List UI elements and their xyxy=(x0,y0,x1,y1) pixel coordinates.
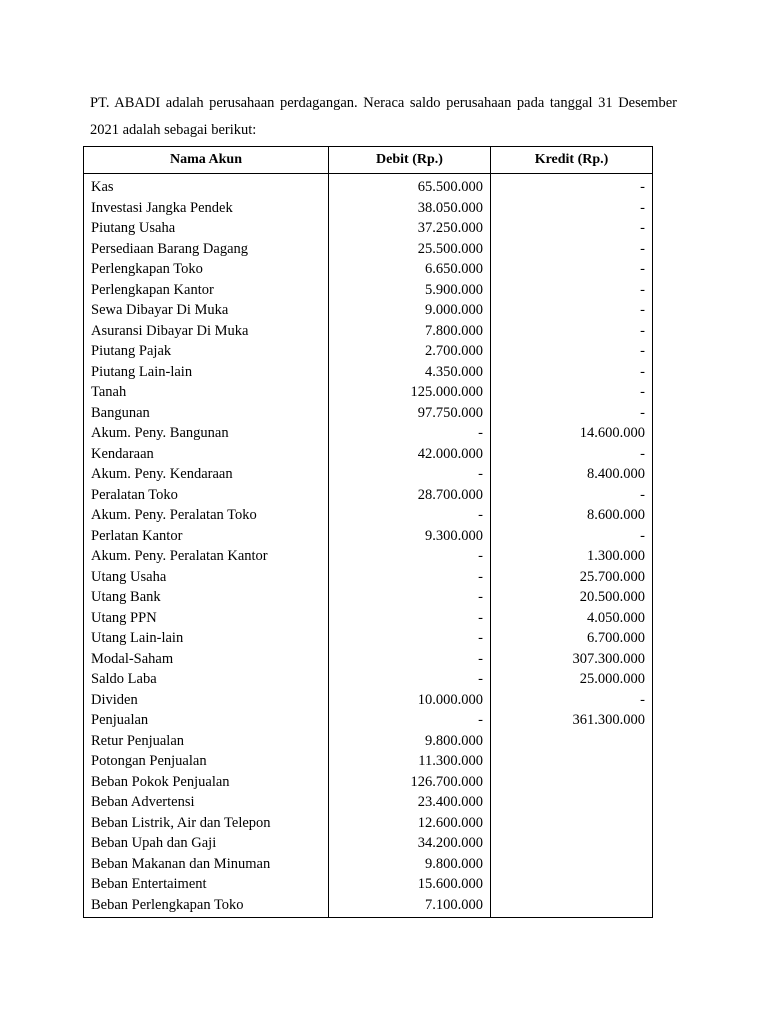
debit-cell: 2.700.000 xyxy=(329,341,491,362)
debit-cell: 126.700.000 xyxy=(329,772,491,793)
debit-cell: 6.650.000 xyxy=(329,259,491,280)
credit-cell: 25.700.000 xyxy=(491,567,653,588)
account-name-cell: Asuransi Dibayar Di Muka xyxy=(84,321,329,342)
account-name-cell: Retur Penjualan xyxy=(84,731,329,752)
debit-cell: 9.800.000 xyxy=(329,731,491,752)
account-name-cell: Penjualan xyxy=(84,710,329,731)
table-row xyxy=(84,444,653,465)
account-name-cell: Tanah xyxy=(84,382,329,403)
credit-cell: 8.600.000 xyxy=(491,505,653,526)
account-name-cell: Beban Perlengkapan Toko xyxy=(84,895,329,918)
account-name-cell: Dividen xyxy=(84,690,329,711)
table-row xyxy=(84,628,653,649)
credit-cell xyxy=(491,895,653,918)
debit-cell: - xyxy=(329,669,491,690)
table-body xyxy=(84,174,653,918)
credit-cell: - xyxy=(491,174,653,198)
table-row xyxy=(84,362,653,383)
credit-cell: - xyxy=(491,259,653,280)
credit-cell: - xyxy=(491,526,653,547)
debit-cell: - xyxy=(329,587,491,608)
credit-cell: 4.050.000 xyxy=(491,608,653,629)
table-row xyxy=(84,423,653,444)
debit-cell: 9.000.000 xyxy=(329,300,491,321)
credit-cell: - xyxy=(491,198,653,219)
table-row xyxy=(84,382,653,403)
credit-cell: 6.700.000 xyxy=(491,628,653,649)
account-name-cell: Beban Upah dan Gaji xyxy=(84,833,329,854)
table-row xyxy=(84,567,653,588)
account-name-cell: Piutang Usaha xyxy=(84,218,329,239)
table-row xyxy=(84,649,653,670)
debit-cell: 7.800.000 xyxy=(329,321,491,342)
debit-cell: 97.750.000 xyxy=(329,403,491,424)
account-name-cell: Akum. Peny. Kendaraan xyxy=(84,464,329,485)
debit-cell: 125.000.000 xyxy=(329,382,491,403)
table-row xyxy=(84,854,653,875)
credit-cell xyxy=(491,772,653,793)
debit-cell: - xyxy=(329,710,491,731)
debit-cell: 7.100.000 xyxy=(329,895,491,918)
trial-balance-table xyxy=(83,146,653,918)
credit-cell: - xyxy=(491,321,653,342)
debit-cell: 25.500.000 xyxy=(329,239,491,260)
account-name-cell: Saldo Laba xyxy=(84,669,329,690)
account-name-cell: Beban Listrik, Air dan Telepon xyxy=(84,813,329,834)
table-row xyxy=(84,587,653,608)
debit-cell: - xyxy=(329,608,491,629)
credit-cell: 25.000.000 xyxy=(491,669,653,690)
credit-cell: - xyxy=(491,690,653,711)
account-name-cell: Akum. Peny. Bangunan xyxy=(84,423,329,444)
credit-cell xyxy=(491,813,653,834)
debit-cell: 12.600.000 xyxy=(329,813,491,834)
credit-cell: - xyxy=(491,403,653,424)
header-credit: Kredit (Rp.) xyxy=(491,147,653,174)
debit-cell: - xyxy=(329,546,491,567)
table-row xyxy=(84,259,653,280)
account-name-cell: Utang Usaha xyxy=(84,567,329,588)
table-row xyxy=(84,751,653,772)
table-row xyxy=(84,218,653,239)
table-row xyxy=(84,239,653,260)
intro-paragraph: PT. ABADI adalah perusahaan perdagangan. Neraca saldo perusahaan pada tanggal 31 Desember 2021 adalah sebagai berikut: xyxy=(90,95,677,138)
credit-cell: - xyxy=(491,382,653,403)
credit-cell: 1.300.000 xyxy=(491,546,653,567)
table-row xyxy=(84,546,653,567)
credit-cell: 307.300.000 xyxy=(491,649,653,670)
credit-cell: - xyxy=(491,444,653,465)
account-name-cell: Beban Advertensi xyxy=(84,792,329,813)
debit-cell: 28.700.000 xyxy=(329,485,491,506)
debit-cell: 10.000.000 xyxy=(329,690,491,711)
credit-cell: - xyxy=(491,341,653,362)
debit-cell: 42.000.000 xyxy=(329,444,491,465)
table-row xyxy=(84,792,653,813)
debit-cell: - xyxy=(329,423,491,444)
account-name-cell: Akum. Peny. Peralatan Kantor xyxy=(84,546,329,567)
credit-cell: - xyxy=(491,300,653,321)
credit-cell: - xyxy=(491,485,653,506)
account-name-cell: Beban Entertaiment xyxy=(84,874,329,895)
debit-cell: 34.200.000 xyxy=(329,833,491,854)
account-name-cell: Perlengkapan Toko xyxy=(84,259,329,280)
debit-cell: 5.900.000 xyxy=(329,280,491,301)
table-row xyxy=(84,341,653,362)
account-name-cell: Perlatan Kantor xyxy=(84,526,329,547)
table-row xyxy=(84,464,653,485)
debit-cell: 37.250.000 xyxy=(329,218,491,239)
credit-cell xyxy=(491,731,653,752)
account-name-cell: Bangunan xyxy=(84,403,329,424)
debit-cell: 9.300.000 xyxy=(329,526,491,547)
credit-cell xyxy=(491,792,653,813)
table-header-row xyxy=(84,147,653,174)
credit-cell: 361.300.000 xyxy=(491,710,653,731)
debit-cell: 23.400.000 xyxy=(329,792,491,813)
table-row xyxy=(84,526,653,547)
table-row xyxy=(84,198,653,219)
header-debit: Debit (Rp.) xyxy=(329,147,491,174)
credit-cell: - xyxy=(491,280,653,301)
account-name-cell: Sewa Dibayar Di Muka xyxy=(84,300,329,321)
credit-cell xyxy=(491,874,653,895)
credit-cell xyxy=(491,854,653,875)
table-row xyxy=(84,895,653,918)
account-name-cell: Akum. Peny. Peralatan Toko xyxy=(84,505,329,526)
table-row xyxy=(84,669,653,690)
credit-cell: 20.500.000 xyxy=(491,587,653,608)
debit-cell: - xyxy=(329,505,491,526)
header-account-name: Nama Akun xyxy=(84,147,329,174)
table-row xyxy=(84,772,653,793)
account-name-cell: Beban Pokok Penjualan xyxy=(84,772,329,793)
credit-cell xyxy=(491,751,653,772)
table-row xyxy=(84,608,653,629)
table-row xyxy=(84,731,653,752)
debit-cell: - xyxy=(329,567,491,588)
account-name-cell: Utang Lain-lain xyxy=(84,628,329,649)
table-row xyxy=(84,403,653,424)
account-name-cell: Peralatan Toko xyxy=(84,485,329,506)
table-row xyxy=(84,874,653,895)
credit-cell: - xyxy=(491,362,653,383)
credit-cell xyxy=(491,833,653,854)
debit-cell: 65.500.000 xyxy=(329,174,491,198)
table-row xyxy=(84,833,653,854)
credit-cell: 8.400.000 xyxy=(491,464,653,485)
credit-cell: 14.600.000 xyxy=(491,423,653,444)
table-row xyxy=(84,280,653,301)
debit-cell: - xyxy=(329,649,491,670)
table-row xyxy=(84,690,653,711)
table-row xyxy=(84,710,653,731)
account-name-cell: Modal-Saham xyxy=(84,649,329,670)
debit-cell: 4.350.000 xyxy=(329,362,491,383)
account-name-cell: Utang PPN xyxy=(84,608,329,629)
credit-cell: - xyxy=(491,218,653,239)
debit-cell: - xyxy=(329,464,491,485)
account-name-cell: Persediaan Barang Dagang xyxy=(84,239,329,260)
debit-cell: - xyxy=(329,628,491,649)
account-name-cell: Piutang Lain-lain xyxy=(84,362,329,383)
debit-cell: 9.800.000 xyxy=(329,854,491,875)
debit-cell: 38.050.000 xyxy=(329,198,491,219)
account-name-cell: Utang Bank xyxy=(84,587,329,608)
debit-cell: 11.300.000 xyxy=(329,751,491,772)
account-name-cell: Potongan Penjualan xyxy=(84,751,329,772)
account-name-cell: Beban Makanan dan Minuman xyxy=(84,854,329,875)
table-row xyxy=(84,505,653,526)
table-row xyxy=(84,300,653,321)
account-name-cell: Perlengkapan Kantor xyxy=(84,280,329,301)
account-name-cell: Investasi Jangka Pendek xyxy=(84,198,329,219)
table-row xyxy=(84,321,653,342)
debit-cell: 15.600.000 xyxy=(329,874,491,895)
table-row xyxy=(84,485,653,506)
account-name-cell: Kendaraan xyxy=(84,444,329,465)
account-name-cell: Piutang Pajak xyxy=(84,341,329,362)
credit-cell: - xyxy=(491,239,653,260)
table-row xyxy=(84,174,653,198)
account-name-cell: Kas xyxy=(84,174,329,198)
table-row xyxy=(84,813,653,834)
